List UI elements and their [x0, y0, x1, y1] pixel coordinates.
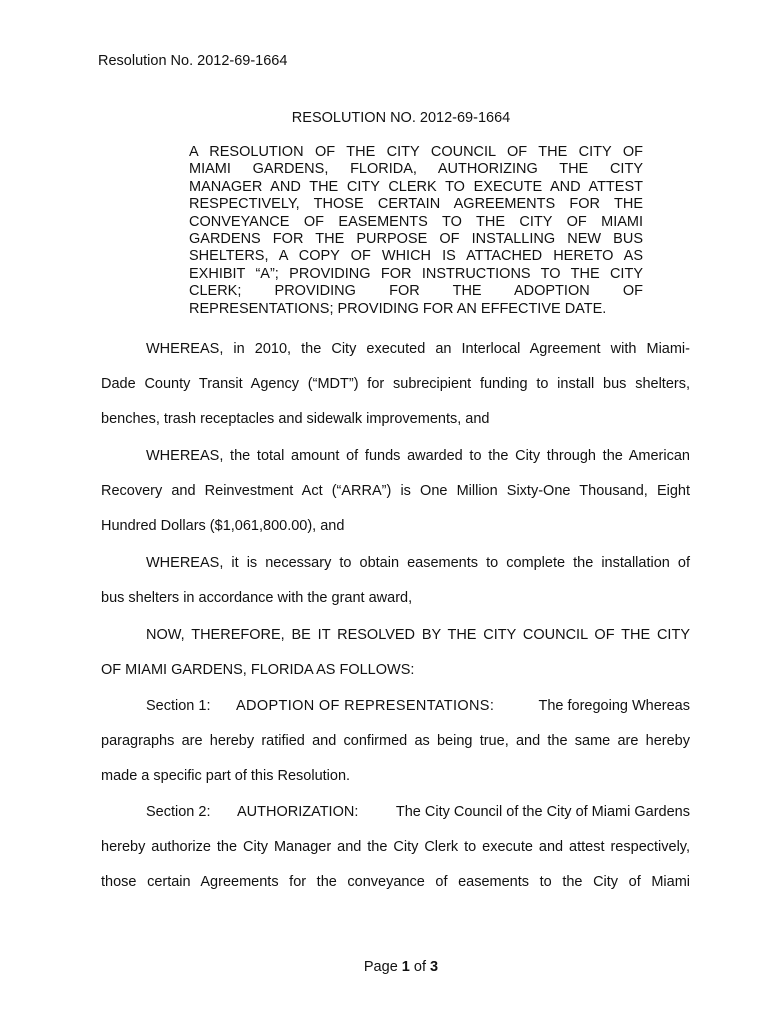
whereas-paragraph-3: [101, 554, 690, 624]
section-2-first-line: [101, 803, 690, 838]
resolution-caption: [189, 144, 643, 318]
page-of: of: [413, 959, 426, 975]
caption-line: A RESOLUTION OF THE CITY COUNCIL OF THE CITY OF: [189, 144, 643, 160]
paragraph-line: those certain Agreements for the conveyance of easements to the City of Miami: [101, 874, 690, 890]
paragraph-line: NOW, THEREFORE, BE IT RESOLVED BY THE CITY COUNCIL OF THE CITY: [146, 627, 690, 643]
section-2-first-text: The City Council of the City of Miami Gardens: [395, 804, 690, 820]
caption-line: MANAGER AND THE CITY CLERK TO EXECUTE AND ATTEST: [189, 178, 643, 195]
paragraph-line: WHEREAS, in 2010, the City executed an Interlocal Agreement with Miami-: [146, 341, 690, 357]
caption-line: CONVEYANCE OF EASEMENTS TO THE CITY OF MIAMI: [189, 213, 643, 230]
resolution-title: RESOLUTION NO. 2012-69-1664: [291, 110, 511, 126]
section-1-label: Section 1:: [146, 698, 211, 714]
caption-line: SHELTERS, A COPY OF WHICH IS ATTACHED HERETO AS: [189, 248, 643, 265]
section-2-label: Section 2:: [146, 804, 211, 820]
caption-line: RESPECTIVELY, THOSE CERTAIN AGREEMENTS FOR THE: [189, 196, 643, 213]
paragraph-line: paragraphs are hereby ratified and confirmed as being true, and the same are hereby: [101, 733, 690, 749]
page-total: 3: [430, 959, 439, 975]
section-1-first-text: The foregoing Whereas: [538, 698, 690, 714]
caption-line: EXHIBIT “A”; PROVIDING FOR INSTRUCTIONS TO THE CITY: [189, 265, 643, 282]
caption-line: GARDENS FOR THE PURPOSE OF INSTALLING NEW BUS: [189, 231, 643, 248]
page-footer: [0, 958, 770, 976]
whereas-paragraph-2: [101, 447, 690, 552]
paragraph-line: hereby authorize the City Manager and the City Clerk to execute and attest respectively,: [101, 839, 690, 855]
caption-line: MIAMI GARDENS, FLORIDA, AUTHORIZING THE CITY: [189, 161, 643, 178]
paragraph-line: made a specific part of this Resolution.: [101, 768, 351, 784]
whereas-paragraph-1: [101, 340, 690, 445]
page-number: 1: [401, 959, 410, 975]
caption-line: REPRESENTATIONS; PROVIDING FOR AN EFFECTIVE DATE.: [189, 300, 607, 317]
page-header-resolution-ref: Resolution No. 2012-69-1664: [98, 53, 288, 69]
paragraph-line: WHEREAS, it is necessary to obtain easements to complete the installation of: [146, 555, 690, 571]
paragraph-line: WHEREAS, the total amount of funds awarded to the City through the American: [146, 448, 690, 464]
paragraph-line: OF MIAMI GARDENS, FLORIDA AS FOLLOWS:: [101, 662, 415, 678]
paragraph-line: Dade County Transit Agency (“MDT”) for subrecipient funding to install bus shelters,: [101, 376, 690, 392]
section-2-paragraph: [101, 803, 690, 908]
section-1-paragraph: [101, 697, 690, 802]
section-1-first-line: [101, 697, 690, 732]
section-1-heading: ADOPTION OF REPRESENTATIONS:: [236, 698, 495, 714]
now-therefore-paragraph: [101, 626, 690, 696]
paragraph-line: benches, trash receptacles and sidewalk improvements, and: [101, 411, 490, 427]
paragraph-line: Recovery and Reinvestment Act (“ARRA”) is One Million Sixty-One Thousand, Eight: [101, 483, 690, 499]
section-2-heading: AUTHORIZATION:: [237, 804, 359, 820]
caption-line: CLERK; PROVIDING FOR THE ADOPTION OF: [189, 283, 643, 300]
paragraph-line: bus shelters in accordance with the grant award,: [101, 590, 413, 606]
page-prefix: Page: [363, 959, 398, 975]
paragraph-line: Hundred Dollars ($1,061,800.00), and: [101, 518, 345, 534]
